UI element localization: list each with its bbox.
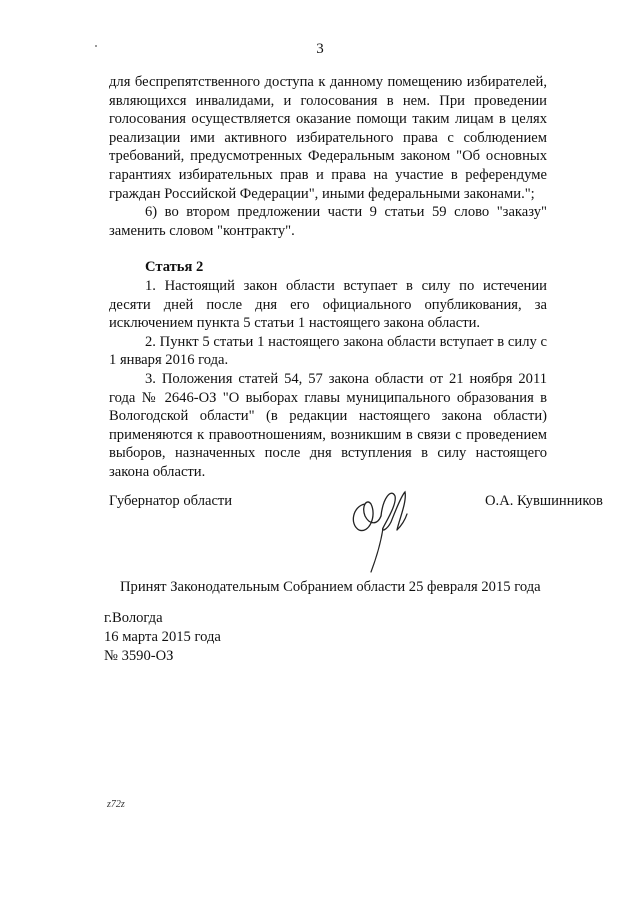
adoption-statement: Принят Законодательным Собранием области 25 февраля 2015 года	[120, 579, 541, 595]
article-paragraph-1: 1. Настоящий закон области вступает в силу по истечении десяти дней после дня его официального опубликования, за исключением пункта 5 статьи 1 настоящего закона области.	[109, 277, 547, 332]
document-code: z72z	[107, 799, 125, 810]
paragraph-continuation: для беспрепятственного доступа к данному помещению избирателей, являющихся инвалидами, и голосования в нем. При проведении голосования осуществляется оказание помощи таким лицам в целях реализации ими активного избирательного права с соблюдением требований, предусмотренных Федеральным законом "Об основных гарантиях избирательных прав и права на участие в референдуме граждан Российской Федерации", иными федеральными законами.";	[109, 74, 547, 202]
article-paragraph-3: 3. Положения статей 54, 57 закона области от 21 ноября 2011 года № 2646-ОЗ "О выборах главы муниципального образования в Вологодской области" (в редакции настоящего закона области) применяются к правоотношениям, возникшим в связи с проведением выборов, назначенных после дня вступления в силу настоящего закона области.	[109, 370, 547, 480]
article-paragraph-2: 2. Пункт 5 статьи 1 настоящего закона области вступает в силу с 1 января 2016 года.	[109, 333, 547, 369]
place-date-block	[104, 609, 221, 666]
handwritten-signature	[343, 476, 423, 576]
signature-block	[109, 488, 607, 578]
governor-name: О.А. Кувшинников	[485, 493, 603, 509]
city: г.Вологда	[104, 610, 163, 626]
page-number: 3	[316, 41, 324, 57]
scan-dot	[95, 45, 97, 47]
governor-title: Губернатор области	[109, 493, 233, 509]
signing-date: 16 марта 2015 года	[104, 629, 221, 645]
paragraph-item-6: 6) во втором предложении части 9 статьи 59 слово "заказу" заменить словом "контракту".	[109, 204, 547, 239]
document-body	[109, 73, 547, 481]
law-number: № 3590-ОЗ	[104, 648, 174, 664]
article-heading: Статья 2	[145, 259, 204, 276]
